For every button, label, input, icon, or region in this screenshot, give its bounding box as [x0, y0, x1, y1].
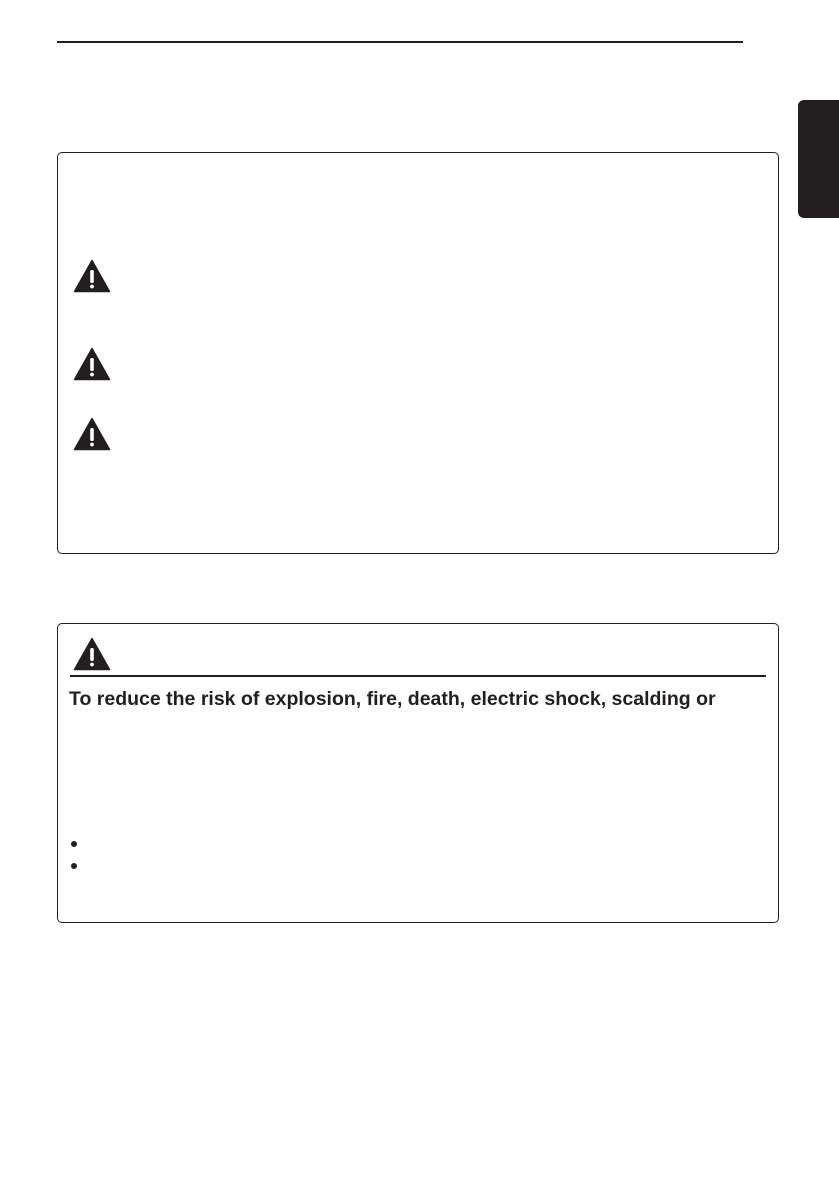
- warning-triangle-icon: [73, 259, 111, 293]
- bullet-dot-icon: [71, 863, 77, 869]
- header-rule: [57, 41, 743, 43]
- warning-panel: [57, 623, 779, 923]
- warning-triangle-icon: [73, 347, 111, 381]
- bullet-dot-icon: [71, 841, 77, 847]
- safety-symbols-panel: [57, 152, 779, 554]
- warning-lead-text: To reduce the risk of explosion, fire, death, electric shock, scalding or: [69, 688, 716, 710]
- warning-heading-rule: [70, 675, 766, 677]
- language-tab: [798, 100, 839, 218]
- warning-triangle-icon: [73, 637, 111, 671]
- warning-triangle-icon: [73, 417, 111, 451]
